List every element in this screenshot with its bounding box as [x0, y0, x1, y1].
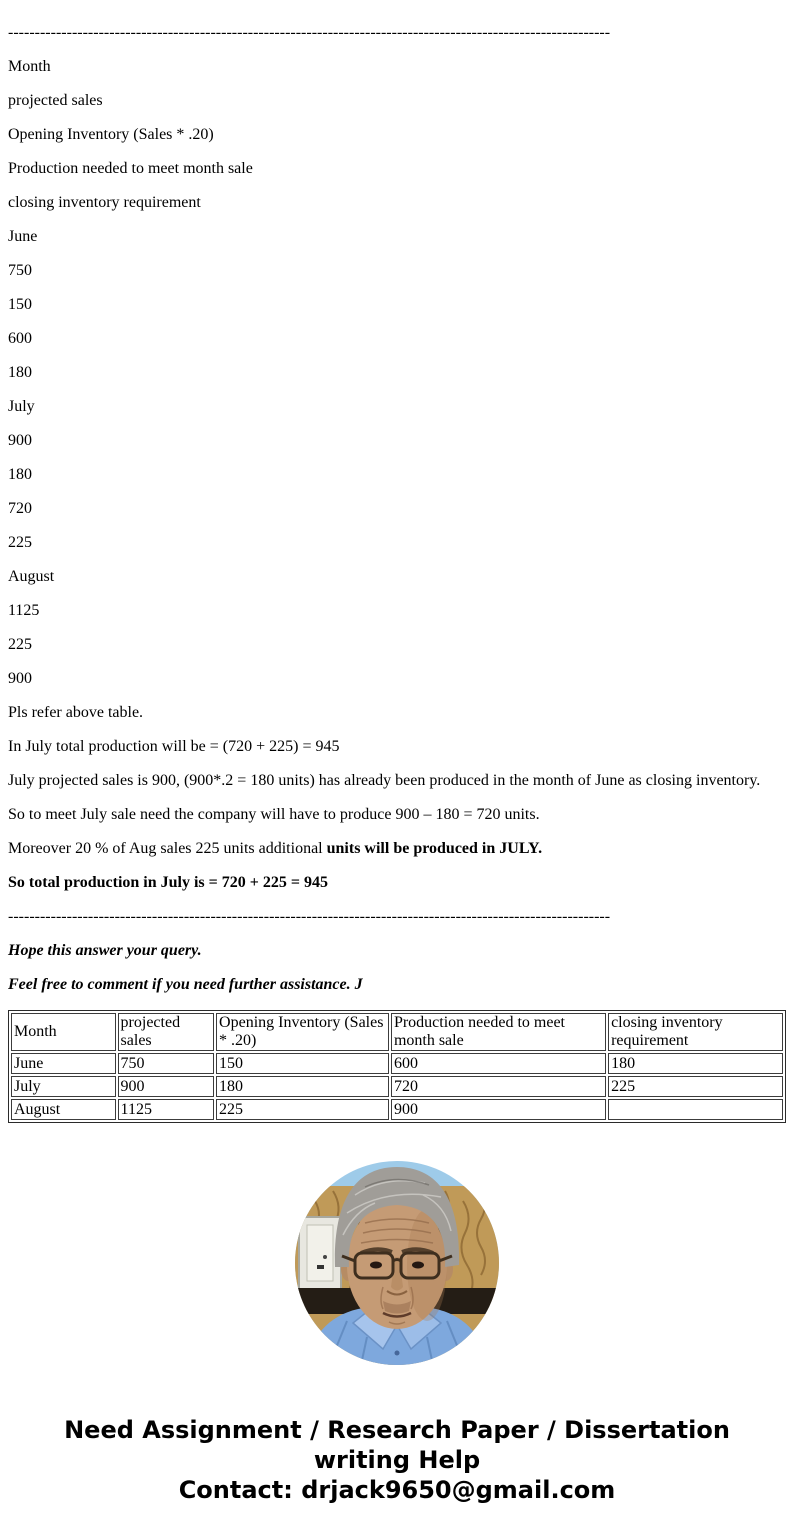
line-hope-answer: Hope this answer your query. — [8, 942, 202, 959]
cell-july-opening: 180 — [216, 1076, 389, 1097]
divider-dashes-top: ----------------------------------------------------------------------------------------------------------------- — [8, 24, 611, 41]
line-closing-inventory-label: closing inventory requirement — [8, 194, 201, 211]
line-june-opening: 150 — [8, 296, 32, 313]
line-july-explanation: July projected sales is 900, (900*.2 = 180 units) has already been produced in the month of June as closing inventory. — [8, 772, 761, 789]
line-august-sales: 1125 — [8, 602, 40, 619]
line-opening-inventory-label: Opening Inventory (Sales * .20) — [8, 126, 214, 143]
contact-email-line: Contact: drjack9650@gmail.com — [178, 1476, 616, 1504]
line-moreover — [8, 840, 786, 858]
cell-august-month: August — [11, 1099, 116, 1120]
moreover-bold-text: units will be produced in JULY. — [326, 840, 543, 857]
line-feel-free: Feel free to comment if you need further assistance. J — [8, 976, 363, 993]
line-july-production: 720 — [8, 500, 32, 517]
line-june-sales: 750 — [8, 262, 32, 279]
promo-heading-line1: Need Assignment / Research Paper / Dissertation — [64, 1416, 730, 1444]
answer-body — [8, 24, 786, 994]
moreover-normal-text: Moreover 20 % of Aug sales 225 units additional — [8, 840, 327, 857]
column-header-opening-inventory: Opening Inventory (Sales * .20) — [216, 1013, 389, 1051]
cell-june-sales: 750 — [118, 1053, 215, 1074]
line-august-opening: 225 — [8, 636, 32, 653]
line-august: August — [8, 568, 55, 585]
promo-heading-line2: writing Help — [313, 1446, 481, 1474]
table-row-july — [11, 1076, 783, 1097]
line-july-need: So to meet July sale need the company will have to produce 900 – 180 = 720 units. — [8, 806, 540, 823]
line-july: July — [8, 398, 35, 415]
column-header-month: Month — [11, 1013, 116, 1051]
line-july-closing: 225 — [8, 534, 32, 551]
line-production-needed-label: Production needed to meet month sale — [8, 160, 253, 177]
divider-dashes-bottom: ----------------------------------------------------------------------------------------------------------------- — [8, 908, 611, 925]
line-july-sales: 900 — [8, 432, 32, 449]
cell-july-closing: 225 — [608, 1076, 783, 1097]
table-row-august — [11, 1099, 783, 1120]
cell-august-sales: 1125 — [118, 1099, 215, 1120]
production-schedule-table — [8, 1010, 786, 1123]
line-august-production: 900 — [8, 670, 32, 687]
table-header-row — [11, 1013, 783, 1051]
line-july-total-production: In July total production will be = (720 + 225) = 945 — [8, 738, 340, 755]
line-projected-sales-label: projected sales — [8, 92, 103, 109]
column-header-production-needed: Production needed to meet month sale — [391, 1013, 606, 1051]
cell-july-sales: 900 — [118, 1076, 215, 1097]
cell-august-closing — [608, 1099, 783, 1120]
line-july-opening: 180 — [8, 466, 32, 483]
tutor-portrait-graphic — [295, 1161, 499, 1365]
column-header-closing-inventory: closing inventory requirement — [608, 1013, 783, 1051]
cell-june-production: 600 — [391, 1053, 606, 1074]
column-header-projected-sales: projected sales — [118, 1013, 215, 1051]
cell-june-month: June — [11, 1053, 116, 1074]
cell-june-opening: 150 — [216, 1053, 389, 1074]
line-june-closing: 180 — [8, 364, 32, 381]
cell-june-closing: 180 — [608, 1053, 783, 1074]
tutor-photo — [295, 1161, 499, 1365]
cell-july-month: July — [11, 1076, 116, 1097]
line-june: June — [8, 228, 38, 245]
cell-july-production: 720 — [391, 1076, 606, 1097]
line-total-production-bold: So total production in July is = 720 + 225 = 945 — [8, 874, 328, 891]
line-month-label: Month — [8, 58, 51, 75]
line-june-production: 600 — [8, 330, 32, 347]
table-row-june — [11, 1053, 783, 1074]
cell-august-production: 900 — [391, 1099, 606, 1120]
line-refer-table: Pls refer above table. — [8, 704, 144, 721]
cell-august-opening: 225 — [216, 1099, 389, 1120]
promo-footer — [8, 1415, 786, 1505]
